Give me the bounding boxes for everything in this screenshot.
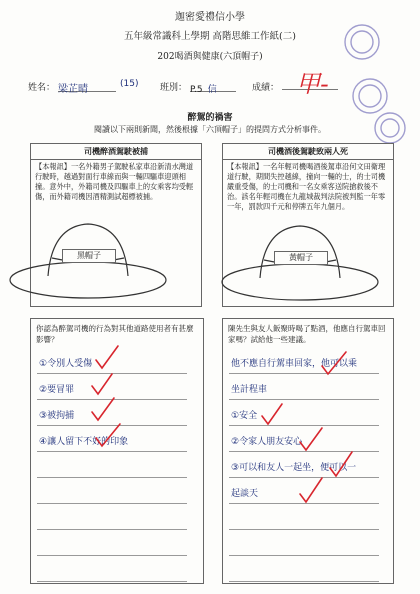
- course-title: 五年級常識科上學期 高階思維工作紙(二): [124, 31, 296, 42]
- answer-right-3: ①安全: [231, 411, 258, 421]
- question-left: 你認為醉駕司機的行為對其他道路使用者有甚麼影響？: [36, 324, 194, 344]
- answer-left-2: ②要冒罪: [39, 385, 75, 395]
- answer-left-1: ①令別人受傷: [39, 359, 93, 369]
- answer-left-3: ③被拘捕: [39, 411, 75, 421]
- grade-value: 甲-: [296, 70, 329, 98]
- news-right-body: 【本報訊】一名年輕司機喝酒後駕車沿何文田衛理道行駛，期間失控越線，撞向一輛的士，的士司機嚴重受傷，的士司機和一名女乘客送院搶救後不治。該名年輕司機在九龍城裁判法院被判監一年零一年，罰款四千元和停牌五年九個月。: [227, 162, 386, 211]
- class-suffix: 信: [207, 85, 217, 95]
- section-title: 醉駕的禍害: [187, 113, 233, 123]
- name-value: 梁芷晴: [58, 84, 88, 95]
- grade-label: 成績：: [252, 83, 280, 93]
- news-left-title: 司機醉酒駕駛被捕: [31, 144, 201, 160]
- answer-left-4: ④讓人留下不好的印象: [39, 437, 129, 447]
- answer-right-1: 他不應自行駕車回家，他可以乘: [231, 359, 358, 369]
- lesson-title: 202喝酒與健康(六頂帽子): [157, 52, 263, 62]
- news-left-body: 【本報訊】一名外籍男子駕駛私家車沿新清水灣道行駛時，越過對面行車線而與一輛四驅車迎頭相撞。意外中，外籍司機及四驅車上的女乘客均受輕傷，而外籍司機因酒精測試超標被捕。: [35, 162, 194, 201]
- news-right-title: 司機酒後駕駛致兩人死: [223, 144, 393, 160]
- class-value: P.5: [190, 85, 203, 95]
- yellow-hat-label: 黃帽子: [274, 251, 328, 265]
- section-instruction: 閱讀以下兩則新聞，然後根據「六頂帽子」的提問方式分析事件。: [94, 125, 326, 134]
- name-label: 姓名：: [28, 83, 56, 93]
- answer-right-5: ③可以和友人一起坐，便可以一: [231, 463, 357, 473]
- school-name: 迦密愛禮信小學: [175, 12, 245, 23]
- question-right: 陳先生與友人飯聚時喝了點酒，他應自行駕車回家嗎？試給他一些建議。: [228, 324, 386, 344]
- class-label: 班別：: [160, 83, 188, 93]
- black-hat-label: 黑帽子: [62, 249, 116, 263]
- answer-right-6: 起談天: [231, 489, 259, 499]
- answer-right-4: ②令家人朋友安心: [231, 437, 303, 447]
- student-number: (15): [120, 79, 139, 89]
- answer-right-2: 坐計程車: [231, 385, 268, 395]
